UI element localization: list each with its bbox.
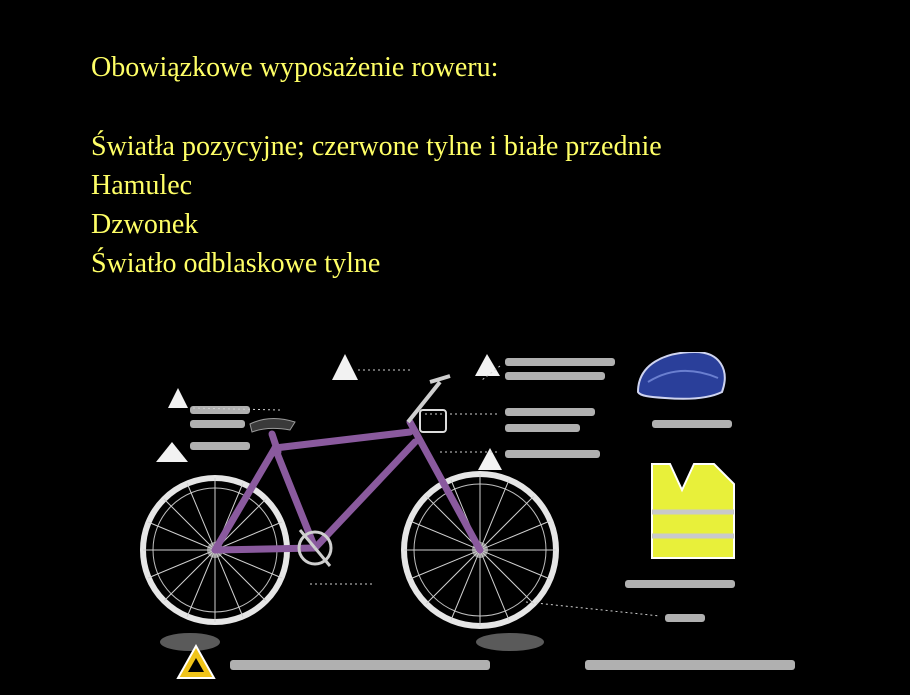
- bicycle-illustration: [90, 352, 810, 695]
- list-item-brake: Hamulec: [91, 170, 193, 201]
- reflector-icon: [160, 633, 544, 651]
- slide-text-block: [91, 48, 662, 283]
- equipment-list: [91, 127, 662, 283]
- warning-triangle-icon: [178, 646, 214, 678]
- saddle-icon: [250, 418, 295, 432]
- helmet-icon: [638, 352, 725, 399]
- list-item-bell: Dzwonek: [91, 209, 199, 240]
- slide-title: Obowiązkowe wyposażenie roweru:: [91, 52, 499, 83]
- vest-icon: [652, 464, 734, 558]
- bicycle-diagram-svg: [90, 352, 810, 695]
- list-item-reflector: Światło odblaskowe tylne: [91, 248, 381, 279]
- list-item-lights: Światła pozycyjne; czerwone tylne i białe przednie: [91, 131, 662, 162]
